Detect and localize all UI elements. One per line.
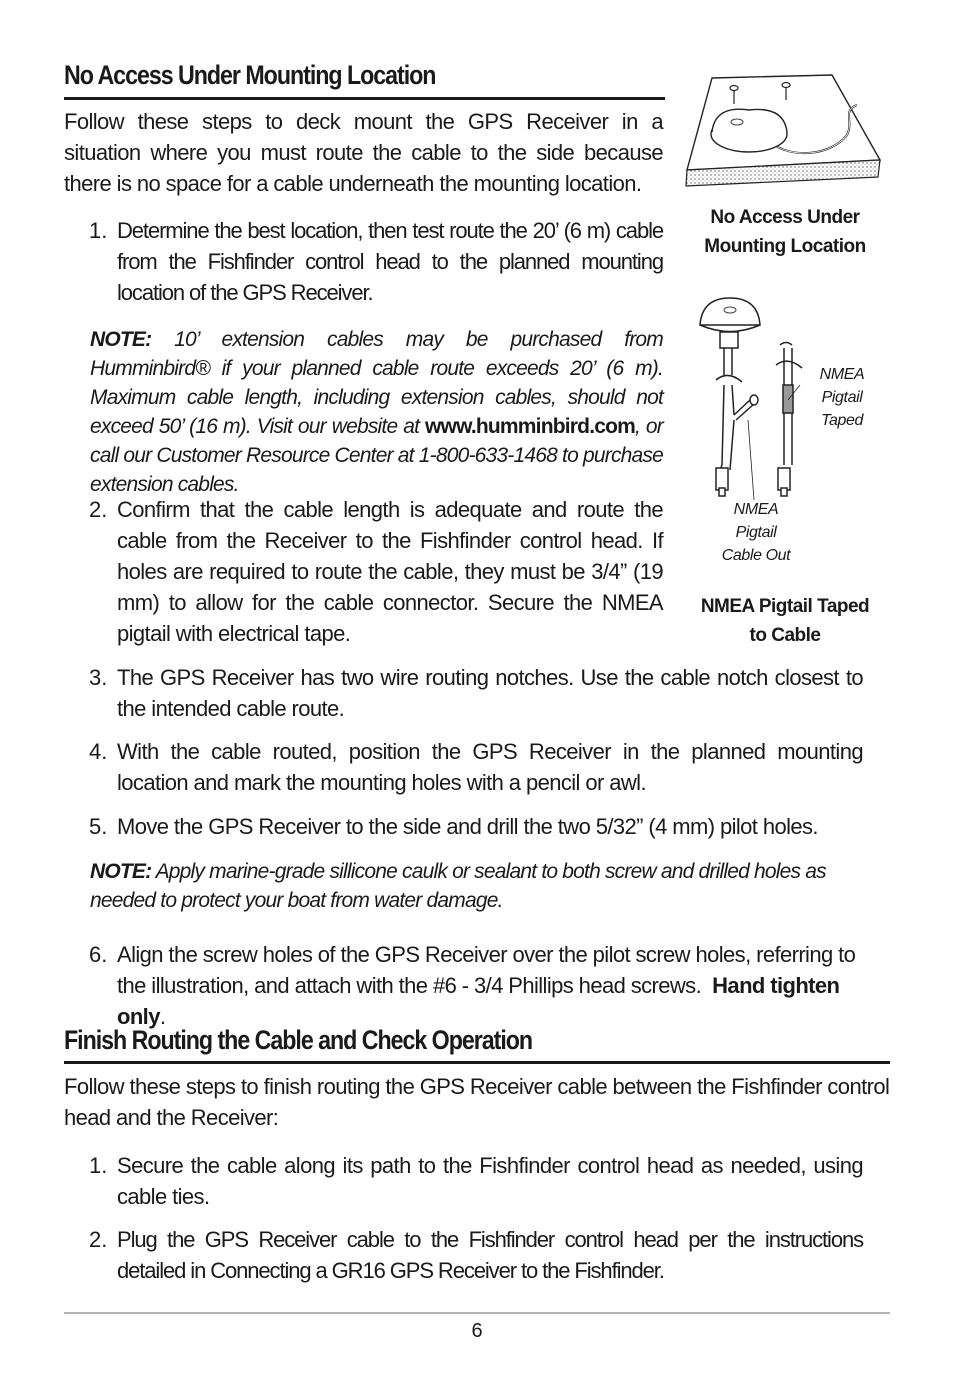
note-lead: NOTE: bbox=[90, 860, 152, 883]
step-number: 1. bbox=[89, 218, 108, 243]
step-text-main: Align the screw holes of the GPS Receiver over the pilot screw holes, referring to the illustration, and attach with the #6 - 3/4 Phillips head screws. bbox=[117, 942, 856, 998]
note-extension-cables bbox=[90, 325, 663, 499]
note-sealant bbox=[90, 857, 863, 915]
intro-paragraph: Follow these steps to finish routing the GPS Receiver cable between the Fishfinder control head and the Receiver: bbox=[64, 1074, 890, 1130]
section-heading-no-access: No Access Under Mounting Location bbox=[64, 60, 436, 90]
note-text: , or call our Customer Resource Center at 1-800-633-1468 to purchase extension cables. bbox=[90, 415, 663, 496]
step-text: Determine the best location, then test route the 20’ (6 m) cable from the Fishfinder control head to the planned mounting location of the GPS Receiver. bbox=[117, 218, 663, 305]
note-lead: NOTE: bbox=[90, 328, 152, 351]
caption-line: Mounting Location bbox=[704, 236, 866, 257]
step-text: Confirm that the cable length is adequate and route the cable from the Receiver to the Fishfinder control head. If holes are required to route the cable, they must be 3/4” (19 mm) to allow for the cable connector. Secure the NMEA pigtail with electrical tape. bbox=[117, 497, 663, 646]
label-line: NMEA bbox=[819, 366, 865, 383]
page-number: 6 bbox=[471, 1320, 483, 1342]
label-line: Taped bbox=[821, 412, 863, 429]
intro-paragraph: Follow these steps to deck mount the GPS Receiver in a situation where you must route the cable to the side because there is no space for a cable underneath the mounting location. bbox=[64, 109, 663, 196]
note-text: 10’ extension cables may be purchased from Humminbird® if your planned cable route exceeds 20’ (6 m). Maximum cable length, including extension cables, should not exceed 50’ (16 m). Visit our website at bbox=[90, 328, 663, 438]
step-number: 4. bbox=[89, 739, 108, 764]
hand-tighten-emphasis: Hand tighten only bbox=[117, 973, 840, 1029]
heading-rule bbox=[64, 97, 665, 100]
step-text: The GPS Receiver has two wire routing notches. Use the cable notch closest to the intended cable route. bbox=[117, 665, 863, 721]
step-text: Secure the cable along its path to the Fishfinder control head as needed, using cable ties. bbox=[117, 1153, 863, 1209]
step-number: 1. bbox=[89, 1153, 108, 1178]
caption-line: to Cable bbox=[749, 625, 821, 646]
step-text: Plug the GPS Receiver cable to the Fishfinder control head per the instructions detailed in Connecting a GR16 GPS Receiver to the Fishfinder. bbox=[117, 1227, 863, 1283]
label-line: Cable Out bbox=[721, 547, 791, 564]
label-nmea-pigtail-cable-out bbox=[716, 498, 796, 567]
step-number: 3. bbox=[89, 665, 108, 690]
label-nmea-pigtail-taped bbox=[812, 363, 872, 432]
nmea-pigtail-illustration bbox=[692, 290, 822, 505]
step-text-end: . bbox=[159, 1004, 166, 1029]
website-link[interactable]: www.humminbird.com bbox=[425, 415, 636, 438]
note-text: Apply marine-grade sillicone caulk or sealant to both screw and drilled holes as needed to protect your boat from water damage. bbox=[90, 860, 826, 912]
step-text: Move the GPS Receiver to the side and drill the two 5/32” (4 mm) pilot holes. bbox=[117, 814, 818, 839]
step-number: 2. bbox=[89, 1227, 108, 1252]
figure-caption bbox=[680, 203, 890, 261]
section-heading-finish-routing: Finish Routing the Cable and Check Operation bbox=[64, 1025, 533, 1055]
label-line: Pigtail bbox=[821, 389, 863, 406]
figure-caption bbox=[680, 592, 890, 650]
step-number: 2. bbox=[89, 497, 108, 522]
heading-rule bbox=[64, 1061, 890, 1064]
caption-line: No Access Under bbox=[710, 207, 860, 228]
caption-line: NMEA Pigtail Taped bbox=[700, 596, 870, 617]
label-line: Pigtail bbox=[735, 524, 777, 541]
step-text: With the cable routed, position the GPS Receiver in the planned mounting location and mark the mounting holes with a pencil or awl. bbox=[117, 739, 863, 795]
step-text bbox=[117, 939, 863, 1032]
step-number: 6. bbox=[89, 942, 108, 967]
footer-rule bbox=[64, 1312, 890, 1314]
deck-mount-illustration bbox=[682, 70, 882, 195]
label-line: NMEA bbox=[733, 501, 779, 518]
step-number: 5. bbox=[89, 814, 108, 839]
